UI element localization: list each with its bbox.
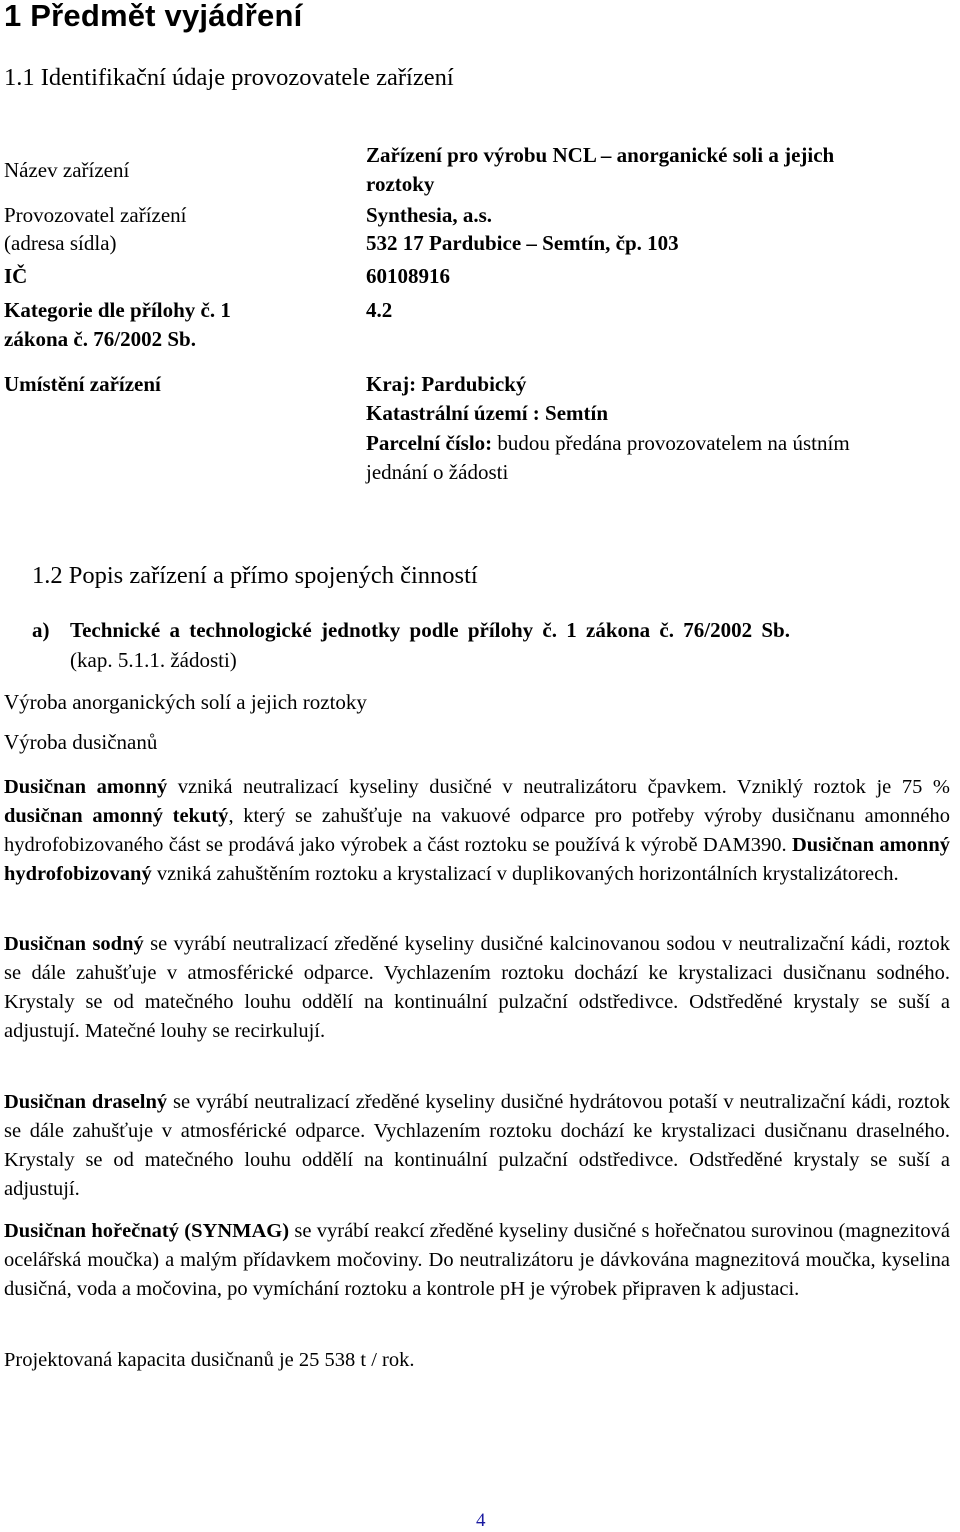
subheading-dusicnany: Výroba dusičnanů	[4, 730, 158, 754]
label-provozovatel: Provozovatel zařízení	[4, 203, 187, 227]
term-dusicnan-amonny: Dusičnan amonný	[4, 776, 168, 798]
term-dusicnan-amonny-tekuty: dusičnan amonný tekutý	[4, 805, 229, 827]
item-a-text-line2: (kap. 5.1.1. žádosti)	[70, 648, 237, 672]
text-p2-1: se vyrábí neutralizací zředěné kyseliny dusičné kalcinovanou sodou v neutralizační kádi, roztok se dále zahušťuje v atmosférické odparce. Vychlazením roztoku dochází ke krystalizaci dusičnanu sodného. Krystaly se od matečného louhu oddělí na kontinuální pulzační odstředivce. Odstředěné krystaly se suší a adjustují. Matečné louhy se recirkulují.	[4, 933, 950, 1042]
value-kraj: Kraj: Pardubický	[366, 372, 527, 396]
label-kategorie-line1: Kategorie dle přílohy č. 1	[4, 298, 231, 322]
label-umisteni: Umístění zařízení	[4, 372, 161, 396]
label-kategorie-line2: zákona č. 76/2002 Sb.	[4, 327, 196, 351]
text-p1-2: , který se zahušťuje na vakuové odparce pro potřeby výroby dusičnanu amonného hydrofobizovaného část se prodává jako výrobek a část roztoku se používá k výrobě DAM390.	[4, 805, 950, 856]
main-heading: 1 Předmět vyjádření	[4, 0, 303, 33]
text-parcelni: budou předána provozovatelem na ústním	[497, 431, 850, 455]
text-p1-1: vzniká neutralizací kyseliny dusičné v neutralizátoru čpavkem. Vzniklý roztok je 75 %	[167, 776, 950, 798]
term-dusicnan-amonny-hydrofob: Dusičnan amonný hydrofobizovaný	[4, 834, 950, 885]
term-dusicnan-sodny: Dusičnan sodný	[4, 933, 144, 955]
term-dusicnan-horecnaty: Dusičnan hořečnatý (SYNMAG)	[4, 1220, 290, 1242]
value-parcelni-line2: jednání o žádosti	[366, 460, 509, 484]
label-adresa: (adresa sídla)	[4, 231, 117, 255]
paragraph-kapacita: Projektovaná kapacita dusičnanů je 25 538 t / rok.	[4, 1349, 415, 1371]
value-kategorie: 4.2	[366, 298, 393, 322]
paragraph-dusicnan-amonny	[4, 773, 950, 889]
value-provozovatel: Synthesia, a.s.	[366, 203, 493, 227]
text-p3-1: se vyrábí neutralizací zředěné kyseliny dusičné hydrátovou potaší v neutralizační kádi, roztok se dále zahušťuje v atmosférické odparce. Vychlazením roztoku dochází ke krystalizaci dusičnanu draselného. Krystaly se od matečného louhu oddělí na kontinuální pulzační odstředivce. Odstředěné krystaly se suší a adjustují.	[4, 1091, 950, 1200]
item-a-marker: a)	[32, 618, 50, 642]
value-katastr: Katastrální území : Semtín	[366, 401, 609, 425]
paragraph-dusicnan-horecnaty	[4, 1217, 950, 1304]
text-p1-3: vzniká zahuštěním roztoku a krystalizací v duplikovaných horizontálních krystalizátorech.	[151, 863, 899, 885]
label-ic: IČ	[4, 264, 28, 288]
paragraph-dusicnan-draselny	[4, 1088, 950, 1204]
value-adresa: 532 17 Pardubice – Semtín, čp. 103	[366, 231, 679, 255]
section-heading-1-1: 1.1 Identifikační údaje provozovatele zařízení	[4, 64, 454, 91]
value-ic: 60108916	[366, 264, 450, 288]
value-parcelni-line1	[366, 431, 850, 456]
label-nazev: Název zařízení	[4, 158, 130, 182]
section-heading-1-2: 1.2 Popis zařízení a přímo spojených činností	[32, 562, 478, 589]
subheading-anorganicke-soli: Výroba anorganických solí a jejich roztoky	[4, 690, 367, 714]
value-nazev-line1: Zařízení pro výrobu NCL – anorganické soli a jejich	[366, 143, 835, 167]
paragraph-dusicnan-sodny	[4, 930, 950, 1046]
value-nazev-line2: roztoky	[366, 172, 435, 196]
item-a-text-line1: Technické a technologické jednotky podle přílohy č. 1 zákona č. 76/2002 Sb.	[70, 618, 790, 642]
text-p4-1: se vyrábí reakcí zředěné kyseliny dusičné s hořečnatou surovinou (magnezitová ocelářská moučka) a malým přídavkem močoviny. Do neutralizátoru je dávkována magnezitová moučka, kyselina dusičná, voda a močovina, po vymíchání roztoku a kontrole pH je výrobek připraven k adjustaci.	[4, 1220, 951, 1300]
term-dusicnan-draselny: Dusičnan draselný	[4, 1091, 168, 1113]
page-number: 4	[476, 1510, 486, 1531]
label-parcelni: Parcelní číslo:	[366, 431, 493, 455]
